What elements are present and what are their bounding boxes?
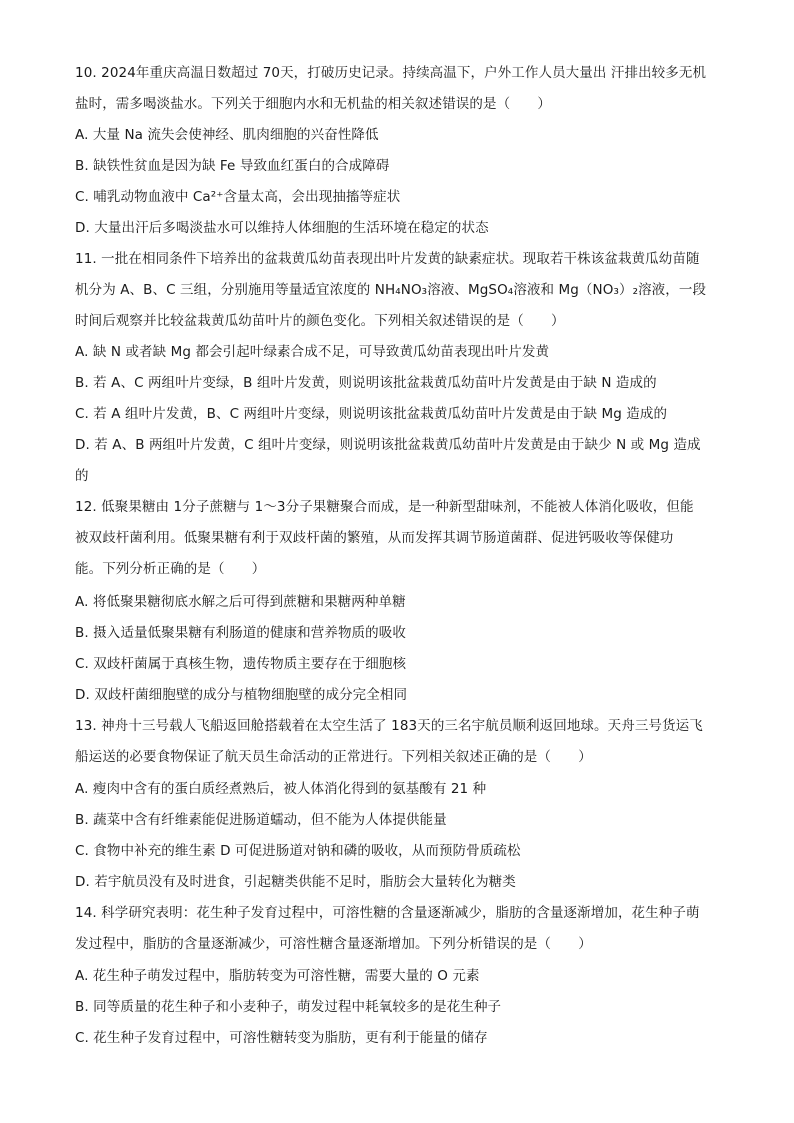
question-stem-line: 10. 2024年重庆高温日数超过 70天，打破历史记录。持续高温下，户外工作人员大量出 汗排出较多无机 <box>75 65 707 81</box>
option-d: D. 若宇航员没有及时进食，引起糖类供能不足时，脂肪会大量转化为糖类 <box>75 874 516 890</box>
option-a: A. 将低聚果糖彻底水解之后可得到蔗糖和果糖两种单糖 <box>75 594 406 610</box>
question-stem-line: 11. 一批在相同条件下培养出的盆栽黄瓜幼苗表现出叶片发黄的缺素症状。现取若干株该盆栽黄瓜幼苗随 <box>75 251 700 267</box>
option-b: B. 蔬菜中含有纤维素能促进肠道蠕动，但不能为人体提供能量 <box>75 812 447 828</box>
option-d-continued: 的 <box>75 468 89 484</box>
option-c: C. 若 A 组叶片发黄，B、C 两组叶片变绿，则说明该批盆栽黄瓜幼苗叶片发黄是由于缺 Mg 造成的 <box>75 406 668 422</box>
option-a: A. 缺 N 或者缺 Mg 都会引起叶绿素合成不足，可导致黄瓜幼苗表现出叶片发黄 <box>75 344 550 360</box>
question-stem-line: 12. 低聚果糖由 1分子蔗糖与 1～3分子果糖聚合而成，是一种新型甜味剂，不能被人体消化吸收，但能 <box>75 499 694 515</box>
question-stem-line: 被双歧杆菌利用。低聚果糖有利于双歧杆菌的繁殖，从而发挥其调节肠道菌群、促进钙吸收等保健功 <box>75 530 674 546</box>
question-stem-line: 14. 科学研究表明：花生种子发育过程中，可溶性糖的含量逐渐减少，脂肪的含量逐渐增加，花生种子萌 <box>75 905 700 921</box>
question-stem-line: 能。下列分析正确的是（ ） <box>75 561 266 577</box>
option-d: D. 大量出汗后多喝淡盐水可以维持人体细胞的生活环境在稳定的状态 <box>75 220 489 236</box>
question-stem-line: 时间后观察并比较盆栽黄瓜幼苗叶片的颜色变化。下列相关叙述错误的是（ ） <box>75 313 565 329</box>
question-stem-line: 13. 神舟十三号载人飞船返回舱搭载着在太空生活了 183天的三名宇航员顺利返回地球。天舟三号货运飞 <box>75 718 703 734</box>
option-c: C. 花生种子发育过程中，可溶性糖转变为脂肪，更有利于能量的储存 <box>75 1030 488 1046</box>
question-stem-line: 船运送的必要食物保证了航天员生命活动的正常进行。下列相关叙述正确的是（ ） <box>75 749 592 765</box>
option-d: D. 若 A、B 两组叶片发黄，C 组叶片变绿，则说明该批盆栽黄瓜幼苗叶片发黄是由于缺少 N 或 Mg 造成 <box>75 437 701 453</box>
option-b: B. 缺铁性贫血是因为缺 Fe 导致血红蛋白的合成障碍 <box>75 158 390 174</box>
option-c: C. 哺乳动物血液中 Ca²⁺含量太高，会出现抽搐等症状 <box>75 189 401 205</box>
option-c: C. 食物中补充的维生素 D 可促进肠道对钠和磷的吸收，从而预防骨质疏松 <box>75 843 521 859</box>
option-b: B. 同等质量的花生种子和小麦种子，萌发过程中耗氧较多的是花生种子 <box>75 999 502 1015</box>
question-stem-line: 发过程中，脂肪的含量逐渐减少，可溶性糖含量逐渐增加。下列分析错误的是（ ） <box>75 936 592 952</box>
option-c: C. 双歧杆菌属于真核生物，遗传物质主要存在于细胞核 <box>75 656 407 672</box>
question-stem-line: 盐时，需多喝淡盐水。下列关于细胞内水和无机盐的相关叙述错误的是（ ） <box>75 96 551 112</box>
option-a: A. 瘦肉中含有的蛋白质经煮熟后，被人体消化得到的氨基酸有 21 种 <box>75 781 487 797</box>
option-a: A. 大量 Na 流失会使神经、肌肉细胞的兴奋性降低 <box>75 127 379 143</box>
option-b: B. 若 A、C 两组叶片变绿，B 组叶片发黄，则说明该批盆栽黄瓜幼苗叶片发黄是由于缺 N 造成的 <box>75 375 657 391</box>
option-d: D. 双歧杆菌细胞壁的成分与植物细胞壁的成分完全相同 <box>75 687 408 703</box>
option-b: B. 摄入适量低聚果糖有利肠道的健康和营养物质的吸收 <box>75 625 406 641</box>
option-a: A. 花生种子萌发过程中，脂肪转变为可溶性糖，需要大量的 O 元素 <box>75 968 480 984</box>
question-stem-line: 机分为 A、B、C 三组，分别施用等量适宜浓度的 NH₄NO₃溶液、MgSO₄溶液和 Mg（NO₃）₂溶液，一段 <box>75 282 707 298</box>
